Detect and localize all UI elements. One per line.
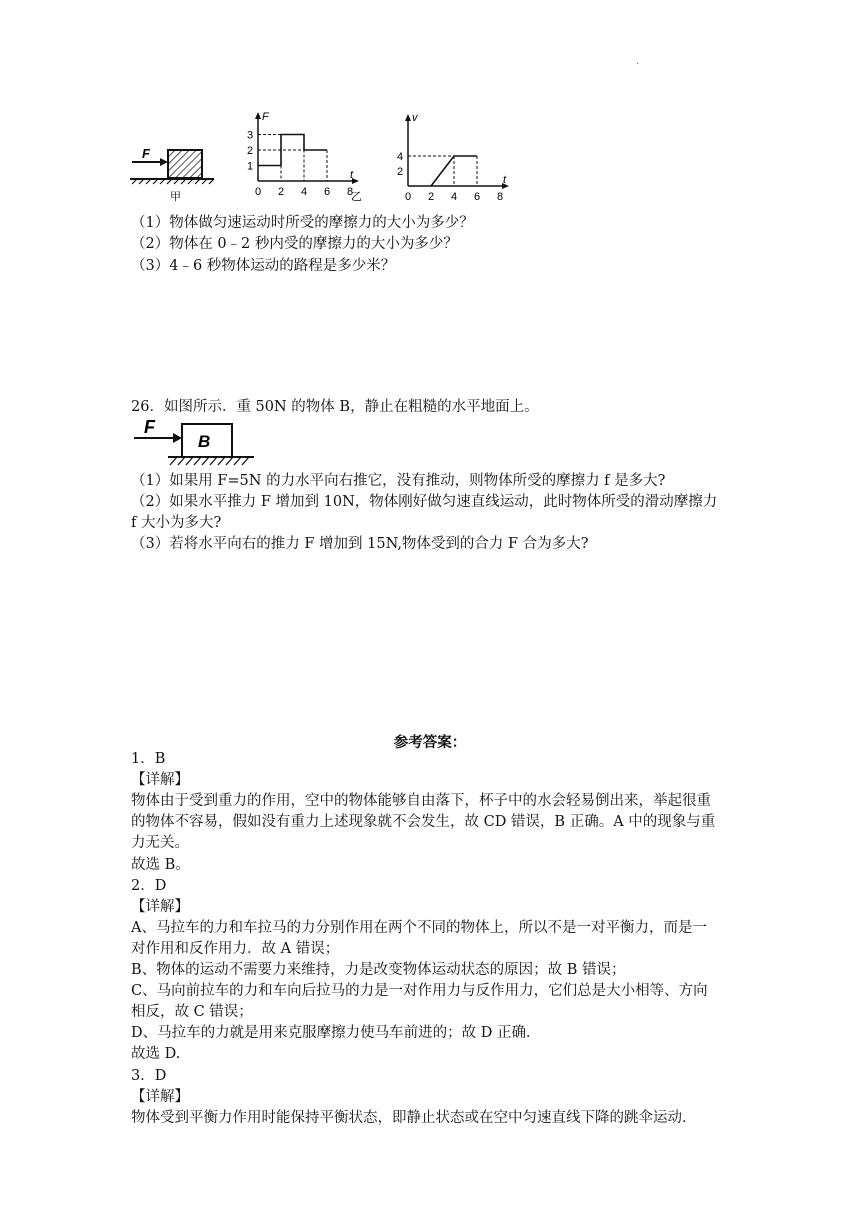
answer-line: 1．B: [131, 751, 166, 767]
answer-line: 相反，故 C 错误；: [131, 1004, 253, 1021]
q26-stem: 26．如图所示．重 50N 的物体 B，静止在粗糙的水平地面上。: [131, 399, 539, 415]
ft-x-tick-label: 8: [347, 186, 354, 198]
b-ground-hatch: [170, 457, 249, 465]
page-corner-dot: .: [636, 56, 640, 67]
answer-line: 故选 B。: [131, 856, 190, 873]
figure-jia-block: [128, 140, 218, 210]
answer-line: 【详解】: [131, 898, 189, 915]
vt-x-tick-label: 2: [428, 191, 435, 203]
label-yi: 乙: [351, 191, 362, 203]
vt-x-tick-label: 8: [497, 191, 504, 203]
answer-line: 物体由于受到重力的作用，空中的物体能够自由落下，杯子中的水会轻易倒出来，举起很重: [131, 793, 711, 810]
answer-line: 力无关。: [131, 835, 189, 852]
answer-line: 2．D: [131, 877, 167, 894]
answer-line: B、物体的运动不需要力来维持，力是改变物体运动状态的原因；故 B 错误；: [131, 962, 626, 978]
answer-line: D、马拉车的力就是用来克服摩擦力使马车前进的；故 D 正确．: [131, 1025, 541, 1042]
q26-part2a: （2）如果水平推力 F 增加到 10N，物体刚好做匀速直线运动，此时物体所受的滑动摩擦力: [131, 494, 718, 510]
ft-x-tick-label: 4: [301, 186, 308, 198]
q25-part2: （2）物体在 0﹣2 秒内受的摩擦力的大小为多少？: [131, 236, 458, 252]
answer-line: C、马向前拉车的力和车向后拉马的力是一对作用力与反作用力，它们总是大小相等、方向: [131, 983, 708, 1000]
b-block-label: B: [198, 432, 211, 451]
block-jia: [168, 150, 202, 178]
f-y-arrow: [255, 112, 261, 119]
force-label: F: [142, 146, 150, 161]
answer-line: 【详解】: [131, 1088, 189, 1105]
b-force-label: F: [144, 417, 155, 437]
vt-x-tick-label: 6: [474, 191, 481, 203]
answer-line: 对作用和反作用力．故 A 错误；: [131, 940, 340, 957]
f-axis-label: F: [262, 111, 269, 123]
t-axis-label: t: [350, 169, 354, 181]
answer-line: 的物体不容易，假如没有重力上述现象就不会发生，故 CD 错误，B 正确。A 中的现象与重: [131, 814, 716, 831]
vt-y-tick-label: 4: [397, 151, 404, 163]
answer-line: 故选 D.: [131, 1046, 181, 1063]
q26-part1: （1）如果用 F=5N 的力水平向右推它，没有推动，则物体所受的摩擦力 f 是多大?: [131, 473, 666, 489]
answer-line: 3．D: [131, 1067, 167, 1084]
ft-y-tick-label: 1: [247, 160, 254, 173]
vt-axis-label: t: [503, 174, 507, 186]
ft-y-tick-label: 2: [247, 145, 254, 157]
ft-x-tick-label: 6: [324, 186, 331, 198]
figure-v-t-graph: [393, 108, 513, 208]
v-y-arrow: [405, 114, 411, 121]
b-force-arrowhead: [173, 433, 182, 443]
force-arrowhead: [160, 158, 168, 166]
answer-line: 物体受到平衡力作用时能保持平衡状态，即静止状态或在空中匀速直线下降的跳伞运动．: [131, 1109, 697, 1126]
answer-line: A、马拉车的力和车拉马的力分别作用在两个不同的物体上，所以不是一对平衡力，而是一: [131, 919, 707, 936]
vt-y-tick-label: 2: [397, 166, 404, 178]
v-axis-label: v: [412, 112, 418, 124]
q26-part2b: f 大小为多大?: [131, 515, 222, 531]
answers-title: 参考答案：: [393, 734, 467, 751]
q26-part3: （3）若将水平向右的推力 F 增加到 15N,物体受到的合力 F 合为多大?: [131, 536, 589, 552]
answer-line: 【详解】: [131, 772, 189, 789]
ft-x-tick-label: 0: [255, 186, 262, 198]
q25-part3: （3）4﹣6 秒物体运动的路程是多少米？: [131, 258, 396, 274]
vt-x-tick-label: 4: [451, 191, 458, 203]
q25-part1: （1）物体做匀速运动时所受的摩擦力的大小为多少？: [131, 215, 474, 231]
figure-f-t-graph: [243, 106, 363, 206]
vt-x-tick-label: 0: [405, 191, 412, 203]
figure-block-b: [128, 415, 258, 467]
ft-x-tick-label: 2: [278, 186, 285, 198]
ft-y-tick-label: 3: [247, 129, 254, 142]
label-jia: 甲: [170, 191, 181, 203]
